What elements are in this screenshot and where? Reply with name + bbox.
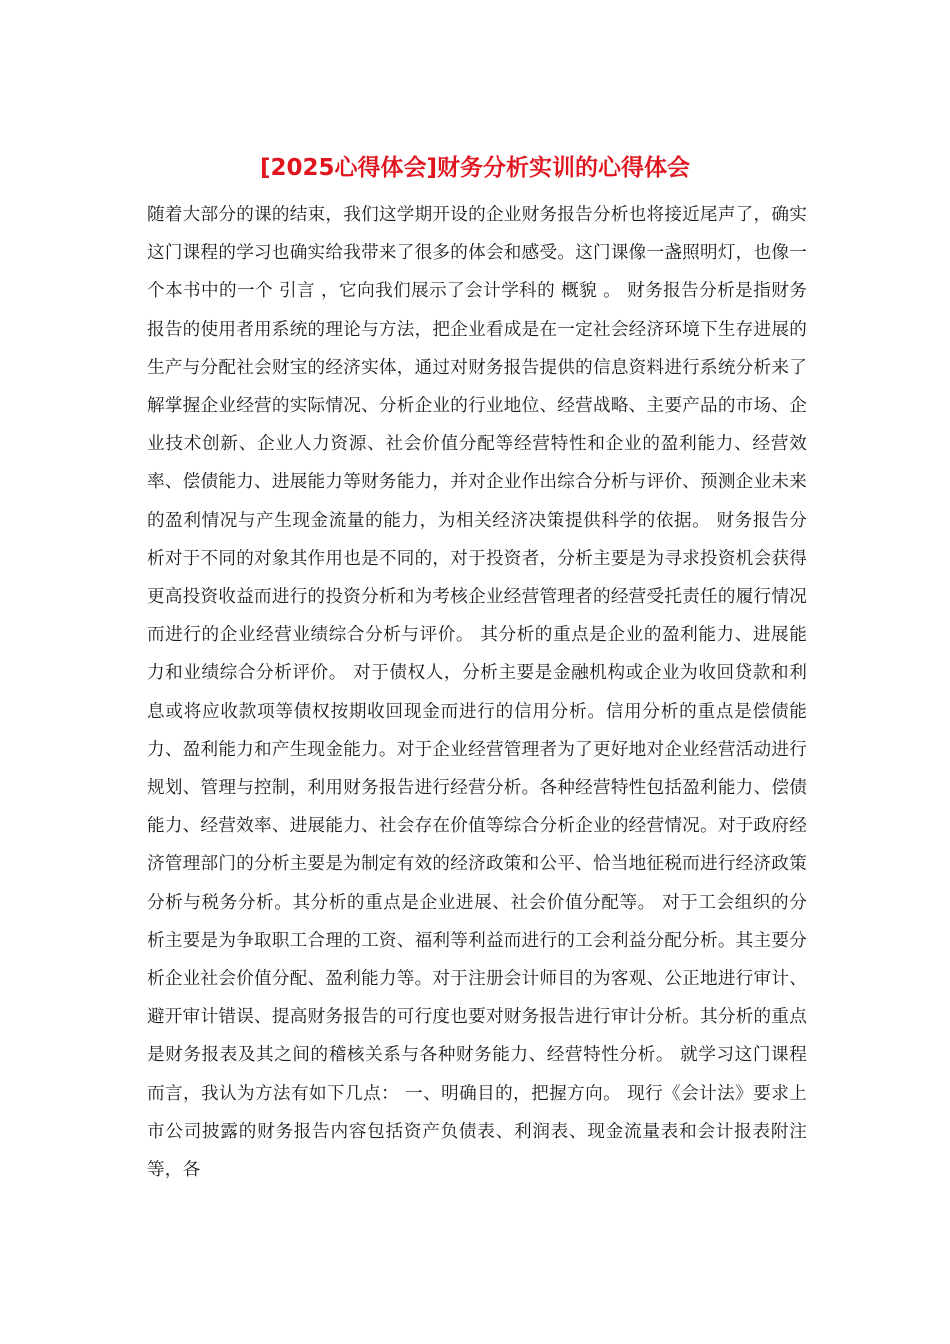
document-title: [2025心得体会]财务分析实训的心得体会 (259, 155, 691, 181)
document-body: 随着大部分的课的结束，我们这学期开设的企业财务报告分析也将接近尾声了，确实这门课程的学习也确实给我带来了很多的体会和感受。这门课像一盏照明灯，也像一个本书中的一个 引言 ，它向我们展示了会计学科的 概貌 。 财务报告分析是指财务报告的使用者用系统的理论与方法，把企业看成是在一定社会经济环境下生存进展的生产与分配社会财宝的经济实体，通过对财务报告提供的信息资料进行系统分析来了解掌握企业经营的实际情况、分析企业的行业地位、经营战略、主要产品的市场、企业技术创新、企业人力资源、社会价值分配等经营特性和企业的盈利能力、经营效率、偿债能力、进展能力等财务能力，并对企业作出综合分析与评价、预测企业未来的盈利情况与产生现金流量的能力，为相关经济决策提供科学的依据。 财务报告分析对于不同的对象其作用也是不同的，对于投资者，分析主要是为寻求投资机会获得更高投资收益而进行的投资分析和为考核企业经营管理者的经营受托责任的履行情况而进行的企业经营业绩综合分析与评价。 其分析的重点是企业的盈利能力、进展能力和业绩综合分析评价。 对于债权人，分析主要是金融机构或企业为收回贷款和利息或将应收款项等债权按期收回现金而进行的信用分析。信用分析的重点是偿债能力、盈利能力和产生现金能力。对于企业经营管理者为了更好地对企业经营活动进行规划、管理与控制，利用财务报告进行经营分析。各种经营特性包括盈利能力、偿债能力、经营效率、进展能力、社会存在价值等综合分析企业的经营情况。对于政府经济管理部门的分析主要是为制定有效的经济政策和公平、恰当地征税而进行经济政策分析与税务分析。其分析的重点是企业进展、社会价值分配等。 对于工会组织的分析主要是为争取职工合理的工资、福利等利益而进行的工会利益分配分析。其主要分析企业社会价值分配、盈利能力等。对于注册会计师目的为客观、公正地进行审计、避开审计错误、提高财务报告的可行度也要对财务报告进行审计分析。其分析的重点是财务报表及其之间的稽核关系与各种财务能力、经营特性分析。 就学习这门课程而言，我认为方法有如下几点： 一、明确目的，把握方向。 现行《会计法》要求上市公司披露的财务报告内容包括资产负债表、利润表、现金流量表和会计报表附注等，各 (147, 205, 807, 1181)
